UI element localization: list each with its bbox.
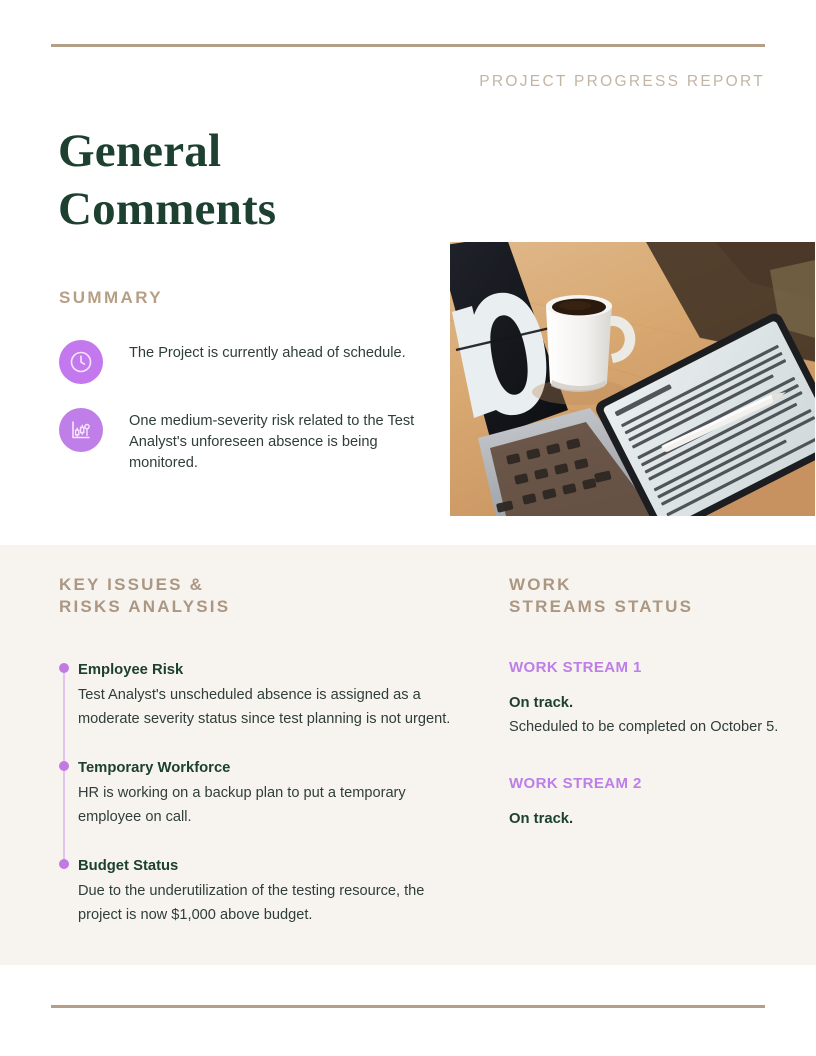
work-stream-label: WORK STREAM 1: [509, 659, 642, 676]
bullet-dot-icon: [59, 761, 69, 771]
bottom-divider-rule: [51, 1005, 765, 1008]
list-item: [78, 659, 459, 731]
summary-item-text: One medium-severity risk related to the Test Analyst's unforeseen absence is being monitored.: [129, 413, 415, 471]
work-streams-column: [509, 574, 779, 831]
risks-heading: [59, 574, 459, 618]
work-streams-heading-line2: STREAMS STATUS: [509, 597, 694, 616]
bullet-dot-icon: [59, 859, 69, 869]
desk-workspace-photo: [450, 242, 815, 516]
work-stream-list: [509, 659, 779, 831]
work-stream-label: WORK STREAM 2: [509, 775, 642, 792]
risk-title: Temporary Workforce: [78, 760, 231, 776]
clock-icon: [59, 340, 103, 384]
risk-title: Budget Status: [78, 858, 179, 874]
list-item: [78, 757, 459, 829]
bullet-dot-icon: [59, 663, 69, 673]
summary-item: [59, 406, 439, 474]
top-divider-rule: [51, 44, 765, 47]
risk-body: Due to the underutilization of the testing resource, the project is now $1,000 above budget.: [78, 883, 425, 923]
summary-item: [59, 338, 439, 384]
work-stream-detail: Scheduled to be completed on October 5.: [509, 719, 779, 735]
report-eyebrow-label: PROJECT PROGRESS REPORT: [479, 73, 765, 90]
list-item: [78, 855, 459, 927]
summary-item-text: The Project is currently ahead of schedule.: [129, 345, 406, 361]
risks-column: [59, 574, 459, 927]
page-title: General Comments: [58, 125, 277, 235]
risk-list: [59, 659, 459, 927]
status-badge: On track.: [509, 695, 574, 711]
risks-heading-line2: RISKS ANALYSIS: [59, 597, 231, 616]
list-item: [509, 659, 779, 739]
status-badge: On track.: [509, 811, 574, 827]
summary-list: [59, 338, 439, 496]
analytics-chart-icon: [59, 408, 103, 452]
risk-body: Test Analyst's unscheduled absence is assigned as a moderate severity status since test planning is not urgent.: [78, 687, 451, 727]
risk-title: Employee Risk: [78, 662, 184, 678]
risk-body: HR is working on a backup plan to put a temporary employee on call.: [78, 785, 406, 825]
work-streams-heading: [509, 574, 779, 618]
risks-heading-line1: KEY ISSUES &: [59, 575, 205, 594]
summary-heading: SUMMARY: [59, 288, 163, 307]
list-item: [509, 775, 779, 831]
work-streams-heading-line1: WORK: [509, 575, 572, 594]
